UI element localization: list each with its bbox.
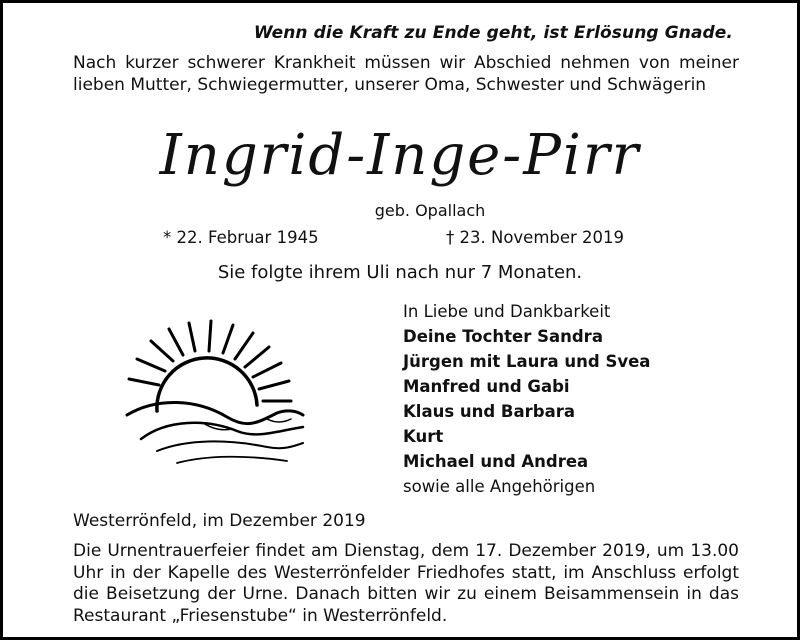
birth-date: * 22. Februar 1945 [163,228,319,247]
motto: Wenn die Kraft zu Ende geht, ist Erlösung Gnade. [253,23,733,43]
deceased-name: Ingrid-Inge-Pirr [159,123,641,188]
mourners-heading: In Liebe und Dankbarkeit [403,302,611,321]
ceremony-details: Die Urnentrauerfeier findet am Dienstag, dem 17. Dezember 2019, um 13.00 Uhr in der Kapelle des Westerrönfelder Friedhofes statt, im Anschluss erfolgt die Beisetzung der Urne. Danach bitten wir zu einem Beisammensein in das Restaurant „Friesenstube“ in Westerrönfeld. [73,541,739,626]
intro-text: Nach kurzer schwerer Krankheit müssen wir Abschied nehmen von meiner lieben Mutter, Schwiegermutter, unserer Oma, Schwester und Schwägerin [73,53,739,95]
mourner-name: Manfred und Gabi [403,377,570,396]
sunset-over-hills-icon [117,319,307,469]
memorial-note: Sie folgte ihrem Uli nach nur 7 Monaten. [217,262,583,283]
maiden-name: geb. Opallach [374,201,486,220]
mourner-name: Klaus und Barbara [403,402,576,421]
death-date: † 23. November 2019 [446,228,625,247]
mourner-name: Deine Tochter Sandra [403,327,603,346]
mourner-name: Kurt [403,427,444,446]
mourners-closing: sowie alle Angehörigen [403,477,596,496]
place-date: Westerrönfeld, im Dezember 2019 [73,511,366,531]
mourners-list [403,299,650,499]
mourner-name: Jürgen mit Laura und Svea [403,352,651,371]
mourner-name: Michael und Andrea [403,452,589,471]
